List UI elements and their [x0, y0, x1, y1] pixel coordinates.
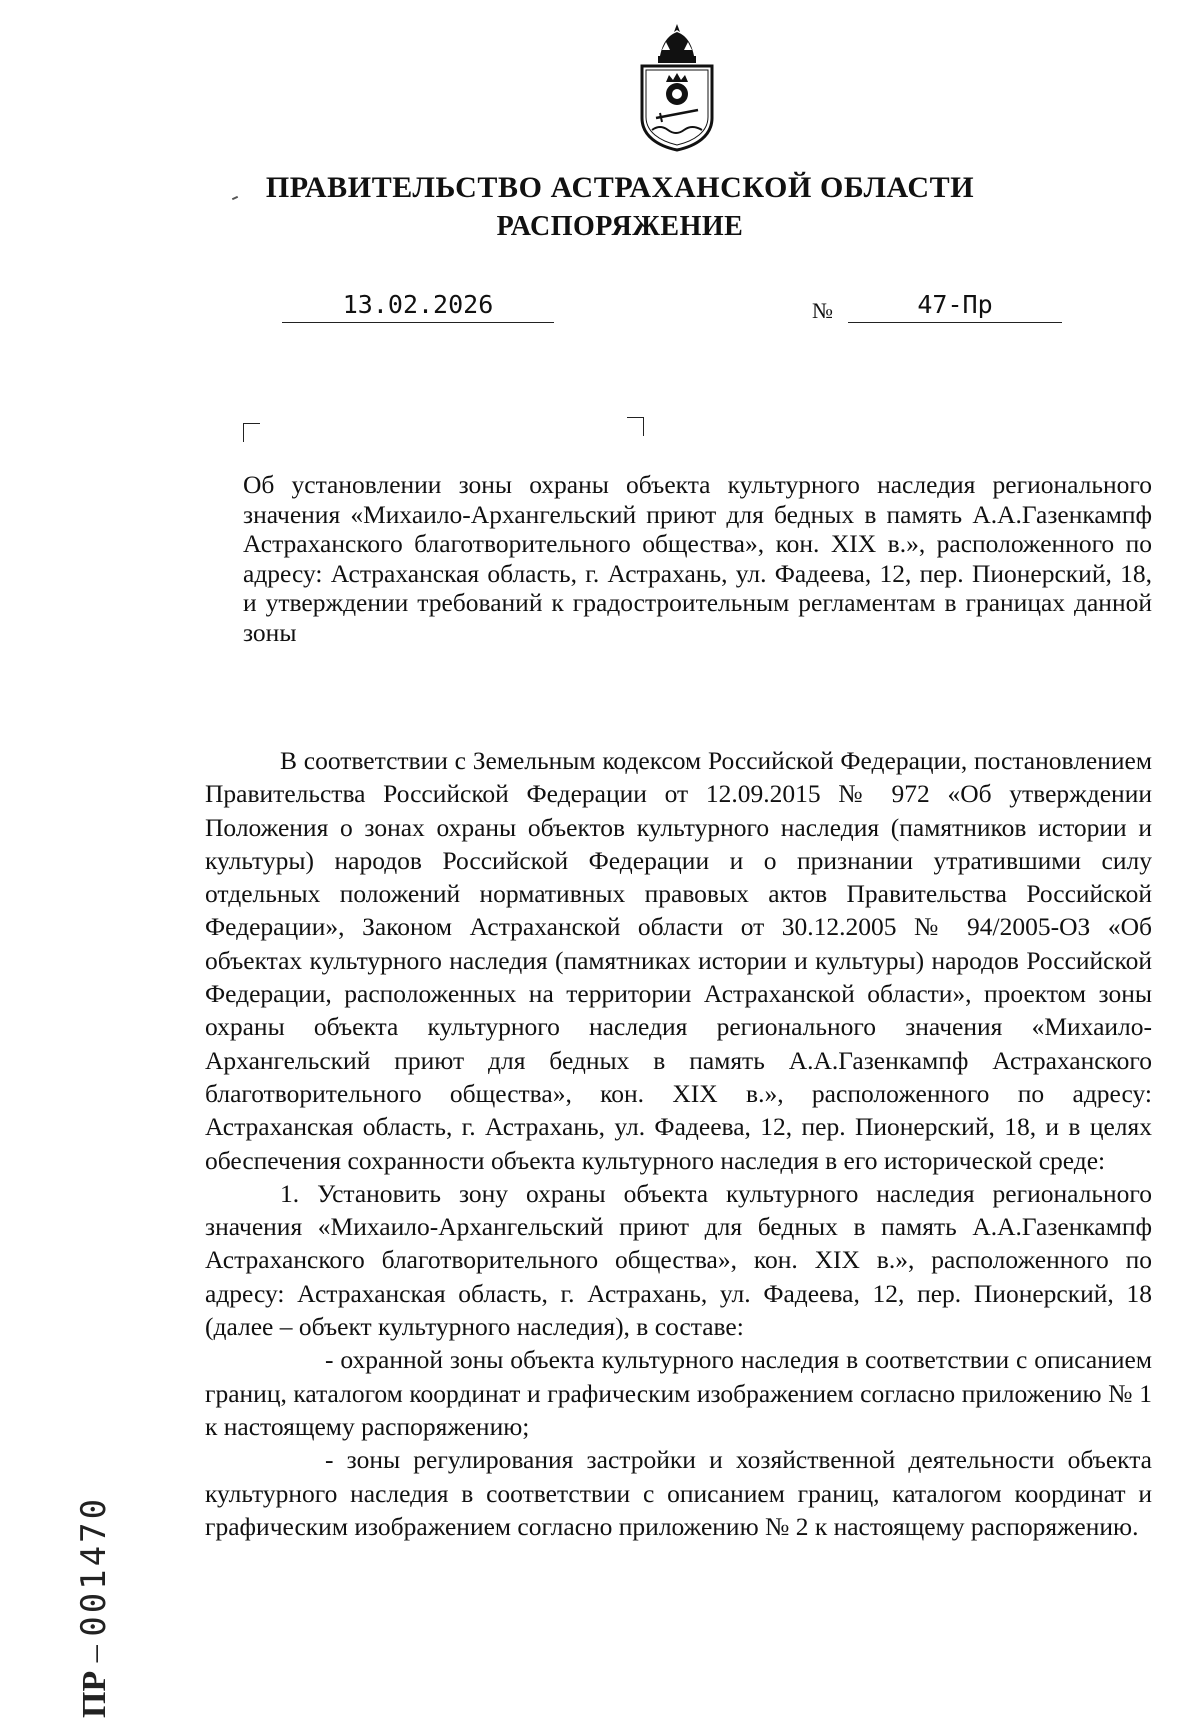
document-type-title: РАСПОРЯЖЕНИЕ	[496, 211, 744, 242]
document-subject: Об установлении зоны охраны объекта культурного наследия регионального значения «Михаило-Архангельский приют для бедных в память А.А.Газенкампф Астраханского благотворительного общества», кон. XIX в.», расположенного по адресу: Астраханская область, г. Астрахань, ул. Фадеева, 12, пер. Пионерский, 18, и утверждении требований к градостроительным регламентам в границах данной зоны	[243, 470, 1152, 647]
item-1-paragraph: 1. Установить зону охраны объекта культурного наследия регионального значения «Михаило-Архангельский приют для бедных в память А.А.Газенкампф Астраханского благотворительного общества», кон. XIX в.», расположенного по адресу: Астраханская область, г. Астрахань, ул. Фадеева, 12, пер. Пионерский, 18 (далее – объект культурного наследия), в составе:	[205, 1178, 1152, 1342]
subject-corner-left	[243, 423, 260, 442]
subject-corner-right	[627, 417, 644, 436]
bullet-1-paragraph: - охранной зоны объекта культурного наследия в соответствии с описанием границ, каталогом координат и графическим изображением согласно приложению № 1 к настоящему распоряжению;	[205, 1345, 1152, 1441]
stamp-prefix: ПР	[76, 1670, 113, 1718]
registration-stamp	[74, 1496, 114, 1718]
document-date: 13.02.2026	[282, 290, 554, 323]
preamble-paragraph: В соответствии с Земельным кодексом Российской Федерации, постановлением Правительства Российской Федерации от 12.09.2015 № 972 «Об утверждении Положения о зонах охраны объектов культурного наследия (памятников истории и культуры) народов Российской Федерации и о признании утратившими силу отдельных положений нормативных правовых актов Правительства Российской Федерации», Законом Астраханской области от 30.12.2005 № 94/2005-ОЗ «Об объектах культурного наследия (памятниках истории и культуры) народов Российской Федерации, расположенных на территории Астраханской области», проектом зоны охраны объекта культурного наследия регионального значения «Михаило-Архангельский приют для бедных в память А.А.Газенкампф Астраханского благотворительного общества», кон. XIX в.», расположенного по адресу: Астраханская область, г. Астрахань, ул. Фадеева, 12, пер. Пионерский, 18, и в целях обеспечения сохранности объекта культурного наследия в его исторической среде:	[205, 746, 1152, 1175]
bullet-2-paragraph: - зоны регулирования застройки и хозяйственной деятельности объекта культурного наследия в соответствии с описанием границ, каталогом координат и графическим изображением согласно приложению № 2 к настоящему распоряжению.	[205, 1445, 1152, 1541]
document-number: 47-Пр	[848, 290, 1062, 323]
coat-of-arms-icon	[636, 20, 718, 152]
organization-title: ПРАВИТЕЛЬСТВО АСТРАХАНСКОЙ ОБЛАСТИ	[265, 171, 975, 204]
stamp-number: 001470	[74, 1495, 114, 1637]
document-body	[205, 744, 1152, 1543]
stamp-separator: –	[76, 1645, 113, 1663]
number-sign: №	[812, 298, 833, 323]
